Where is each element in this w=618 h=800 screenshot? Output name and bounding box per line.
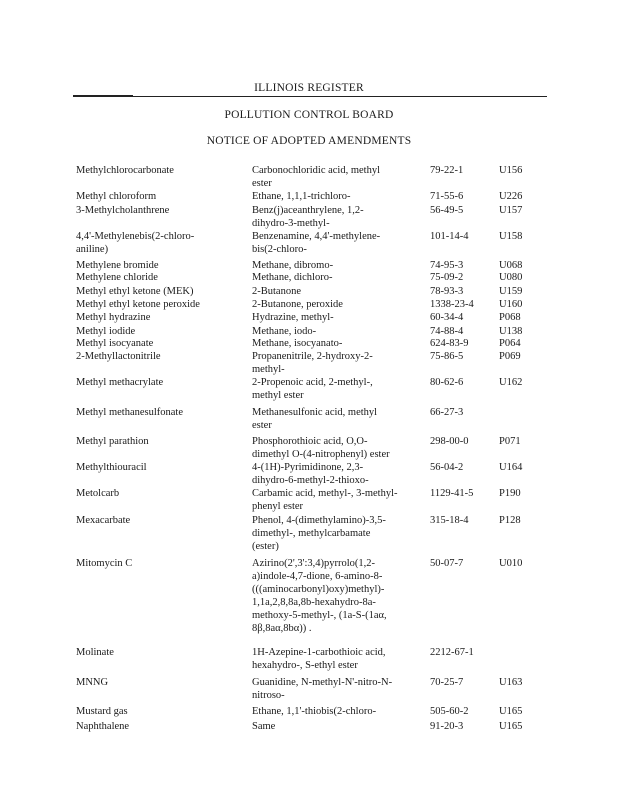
cas-number: 75-86-5: [430, 351, 464, 362]
substance-name: Mustard gas: [76, 706, 128, 717]
waste-code: P069: [499, 351, 521, 362]
substance-table: [0, 164, 618, 734]
table-row: [0, 325, 618, 337]
table-row: [0, 461, 618, 487]
table-row: [0, 190, 618, 204]
register-title: ILLINOIS REGISTER: [254, 82, 364, 94]
synonym: Phosphorothioic acid, O,O- dimethyl O-(4-nitrophenyl) ester: [252, 436, 390, 460]
waste-code: U226: [499, 191, 523, 202]
substance-name: Methyl iodide: [76, 326, 136, 337]
substance-name: 2-Methyllactonitrile: [76, 351, 161, 362]
table-row: [0, 230, 618, 259]
synonym: Hydrazine, methyl-: [252, 312, 334, 323]
substance-name: Molinate: [76, 647, 114, 658]
synonym: 4-(1H)-Pyrimidinone, 2,3- dihydro-6-methyl-2-thioxo-: [252, 462, 369, 486]
waste-code: U138: [499, 326, 523, 337]
substance-name: Mitomycin C: [76, 558, 133, 569]
synonym: 1H-Azepine-1-carbothioic acid, hexahydro-, S-ethyl ester: [252, 647, 386, 671]
synonym: Methanesulfonic acid, methyl ester: [252, 407, 378, 431]
table-row: [0, 557, 618, 646]
substance-name: 3-Methylcholanthrene: [76, 205, 170, 216]
waste-code: U157: [499, 205, 523, 216]
synonym: Propanenitrile, 2-hydroxy-2- methyl-: [252, 351, 373, 375]
table-row: [0, 271, 618, 285]
substance-name: Methylene bromide: [76, 260, 159, 271]
substance-name: Mexacarbate: [76, 515, 131, 526]
cas-number: 70-25-7: [430, 677, 464, 688]
synonym: Same: [252, 721, 276, 732]
waste-code: P064: [499, 338, 521, 349]
table-row: [0, 646, 618, 676]
table-row: [0, 204, 618, 230]
waste-code: P128: [499, 515, 521, 526]
synonym: Ethane, 1,1'-thiobis(2-chloro-: [252, 706, 377, 717]
waste-code: P071: [499, 436, 521, 447]
synonym: Benz(j)aceanthrylene, 1,2- dihydro-3-methyl-: [252, 205, 364, 229]
waste-code: U163: [499, 677, 523, 688]
cas-number: 505-60-2: [430, 706, 469, 717]
substance-name: Methylene chloride: [76, 272, 158, 283]
table-row: [0, 350, 618, 376]
header-rule: [73, 96, 547, 97]
synonym: Methane, iodo-: [252, 326, 317, 337]
table-row: [0, 337, 618, 350]
table-row: [0, 259, 618, 271]
synonym: 2-Butanone: [252, 286, 301, 297]
cas-number: 66-27-3: [430, 407, 464, 418]
synonym: 2-Butanone, peroxide: [252, 299, 343, 310]
cas-number: 91-20-3: [430, 721, 464, 732]
table-row: [0, 676, 618, 705]
substance-name: Naphthalene: [76, 721, 130, 732]
cas-number: 60-34-4: [430, 312, 464, 323]
cas-number: 1129-41-5: [430, 488, 474, 499]
substance-name: Methyl hydrazine: [76, 312, 151, 323]
substance-name: Methylthiouracil: [76, 462, 147, 473]
cas-number: 80-62-6: [430, 377, 464, 388]
table-row: [0, 435, 618, 461]
table-row: [0, 720, 618, 734]
waste-code: U165: [499, 721, 523, 732]
synonym: Guanidine, N-methyl-N'-nitro-N- nitroso-: [252, 677, 393, 701]
cas-number: 75-09-2: [430, 272, 464, 283]
substance-name: Methyl isocyanate: [76, 338, 154, 349]
cas-number: 56-49-5: [430, 205, 464, 216]
table-row: [0, 487, 618, 514]
table-row: [0, 311, 618, 325]
substance-name: 4,4'-Methylenebis(2-chloro- aniline): [76, 231, 195, 255]
cas-number: 71-55-6: [430, 191, 464, 202]
cas-number: 56-04-2: [430, 462, 464, 473]
waste-code: U156: [499, 165, 523, 176]
cas-number: 79-22-1: [430, 165, 464, 176]
cas-number: 315-18-4: [430, 515, 469, 526]
waste-code: U010: [499, 558, 523, 569]
cas-number: 1338-23-4: [430, 299, 474, 310]
cas-number: 78-93-3: [430, 286, 464, 297]
cas-number: 298-00-0: [430, 436, 469, 447]
notice-title: NOTICE OF ADOPTED AMENDMENTS: [206, 135, 412, 147]
synonym: Methane, dichloro-: [252, 272, 333, 283]
synonym: 2-Propenoic acid, 2-methyl-, methyl ester: [252, 377, 373, 401]
cas-number: 74-95-3: [430, 260, 464, 271]
synonym: Phenol, 4-(dimethylamino)-3,5- dimethyl-, methylcarbamate (ester): [252, 515, 386, 552]
table-row: [0, 376, 618, 406]
waste-code: U164: [499, 462, 523, 473]
synonym: Methane, dibromo-: [252, 260, 334, 271]
cas-number: 101-14-4: [430, 231, 469, 242]
waste-code: U162: [499, 377, 523, 388]
substance-name: MNNG: [76, 677, 109, 688]
synonym: Azirino(2',3':3,4)pyrrolo(1,2- a)indole-4,7-dione, 6-amino-8- (((aminocarbonyl)oxy)methyl)- 1,1a,2,8,8a,8b-hexahydro-8a- methoxy-5-methyl-, (1a-S-(1aα, 8β,8aα,8bα)) .: [252, 558, 387, 634]
synonym: Benzenamine, 4,4'-methylene- bis(2-chloro-: [252, 231, 381, 255]
table-row: [0, 164, 618, 190]
board-title: POLLUTION CONTROL BOARD: [224, 109, 394, 121]
table-row: [0, 406, 618, 435]
cas-number: 50-07-7: [430, 558, 464, 569]
cas-number: 624-83-9: [430, 338, 469, 349]
substance-name: Methylchlorocarbonate: [76, 165, 174, 176]
substance-name: Metolcarb: [76, 488, 120, 499]
waste-code: U158: [499, 231, 523, 242]
waste-code: U160: [499, 299, 523, 310]
waste-code: P068: [499, 312, 521, 323]
substance-name: Methyl methacrylate: [76, 377, 164, 388]
substance-name: Methyl ethyl ketone peroxide: [76, 299, 200, 310]
substance-name: Methyl methanesulfonate: [76, 407, 184, 418]
waste-code: P190: [499, 488, 521, 499]
cas-number: 2212-67-1: [430, 647, 474, 658]
table-row: [0, 705, 618, 720]
waste-code: U165: [499, 706, 523, 717]
substance-name: Methyl parathion: [76, 436, 149, 447]
waste-code: U068: [499, 260, 523, 271]
table-row: [0, 298, 618, 311]
substance-name: Methyl ethyl ketone (MEK): [76, 286, 194, 297]
table-row: [0, 285, 618, 298]
table-row: [0, 514, 618, 557]
waste-code: U159: [499, 286, 523, 297]
synonym: Methane, isocyanato-: [252, 338, 343, 349]
waste-code: U080: [499, 272, 523, 283]
synonym: Ethane, 1,1,1-trichloro-: [252, 191, 351, 202]
synonym: Carbonochloridic acid, methyl ester: [252, 165, 381, 189]
substance-name: Methyl chloroform: [76, 191, 157, 202]
synonym: Carbamic acid, methyl-, 3-methyl- phenyl ester: [252, 488, 398, 512]
cas-number: 74-88-4: [430, 326, 464, 337]
